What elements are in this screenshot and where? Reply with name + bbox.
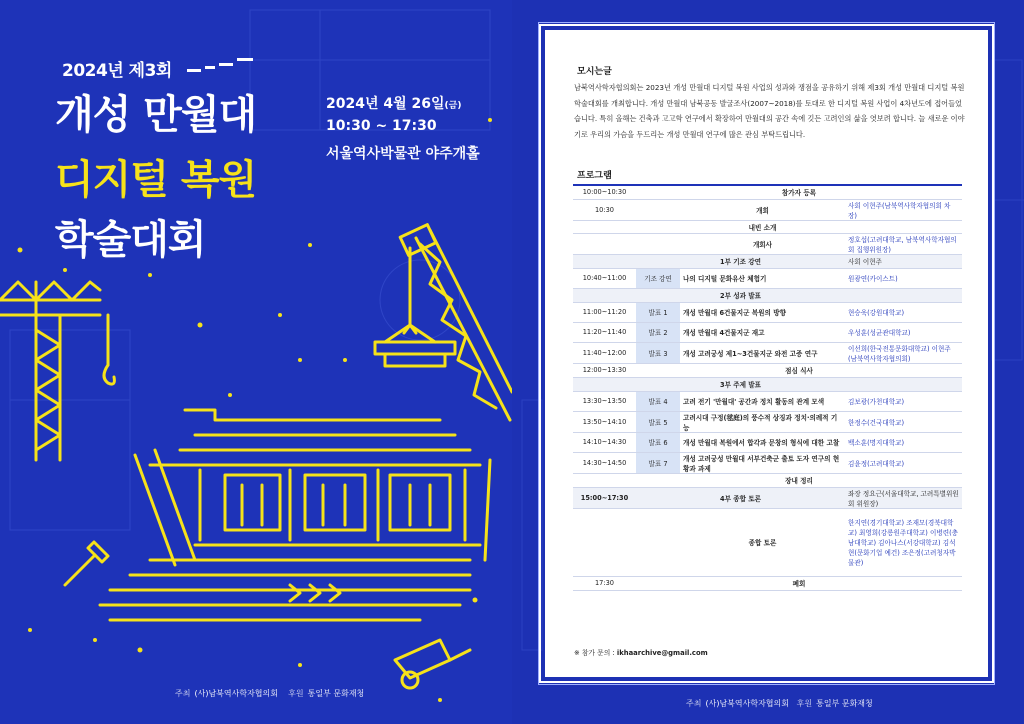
row-topic: 개성 만월대 복원에서 합각과 문창의 형식에 대한 고찰 bbox=[680, 432, 845, 452]
row-time: 12:00~13:30 bbox=[573, 363, 636, 377]
wheelbarrow-icon bbox=[395, 640, 470, 688]
row-kind: 발표 2 bbox=[636, 322, 680, 342]
row-time: 14:10~14:30 bbox=[573, 432, 636, 452]
row-time bbox=[573, 220, 636, 233]
row-kind bbox=[636, 199, 680, 220]
event-weekday: (금) bbox=[444, 101, 462, 111]
event-date-text: 2024년 4월 26일 bbox=[326, 96, 445, 112]
row-kind: 발표 6 bbox=[636, 432, 680, 452]
program-table bbox=[573, 184, 962, 591]
edition-dash-decoration bbox=[187, 58, 253, 72]
row-topic: 개성 고려궁성 제1~3건물지군 와전 고증 연구 bbox=[680, 342, 845, 363]
row-person: 김보광(가천대학교) bbox=[845, 391, 962, 411]
program-row bbox=[573, 432, 962, 452]
program-row bbox=[573, 487, 962, 508]
row-kind bbox=[636, 508, 680, 576]
row-person: 한지연(경기대학교) 조재모(경북대학교) 최영희(강릉원주대학교) 이병련(충남대학교) 김아나스(서강대학교) 김석현(문화기업 예건) 조은정(고려청자박물관) bbox=[845, 508, 962, 576]
row-topic: 개회 bbox=[680, 199, 845, 220]
row-time: 11:40~12:00 bbox=[573, 342, 636, 363]
host-name-2: (사)남북역사학자협의회 bbox=[705, 699, 789, 708]
sponsor-name-2: 통일부 문화재청 bbox=[816, 699, 873, 708]
row-time bbox=[573, 254, 636, 268]
row-person: 백소훈(명지대학교) bbox=[845, 432, 962, 452]
row-kind bbox=[636, 220, 680, 233]
program-row bbox=[573, 322, 962, 342]
row-topic: 개성 만월대 4건물지군 재고 bbox=[680, 322, 845, 342]
event-time: 10:30 ~ 17:30 bbox=[326, 118, 437, 134]
row-topic: 고려 전기 '만월대' 공간과 정치 활동의 관계 모색 bbox=[680, 391, 845, 411]
row-topic: 개회사 bbox=[680, 233, 845, 254]
row-person: 현승욱(강원대학교) bbox=[845, 302, 962, 322]
host-name: (사)남북역사학자협의회 bbox=[194, 689, 278, 698]
program-row bbox=[573, 391, 962, 411]
hammer-icon bbox=[65, 542, 108, 585]
sponsor-label: 후원 bbox=[288, 689, 304, 698]
row-text: 참가자 등록 bbox=[636, 185, 962, 199]
row-time bbox=[573, 233, 636, 254]
row-time: 14:30~14:50 bbox=[573, 452, 636, 473]
row-time bbox=[573, 377, 636, 391]
row-person: 이선희(한국전통문화대학교) 이현주(남북역사학자협의회) bbox=[845, 342, 962, 363]
contact-label: ※ 참가 문의 : bbox=[574, 649, 615, 657]
session-title: 1부 기조 강연 bbox=[636, 254, 845, 268]
program-row bbox=[573, 220, 962, 233]
greeting-body: 남북역사학자협의회는 2023년 개성 만월대 디지털 복원 사업의 성과와 쟁점을 공유하기 위해 제3회 개성 만월대 디지털 복원 학술대회를 개최합니다. 개성 만월대 남북공동 발굴조사(2007~2018)를 토대로 한 디지털 복원 사업이 4차년도에 접어들었습니다. 특히 올해는 건축과 고고학 연구에서 확장하여 만월대의 공간 속에 깃든 고려인의 삶을 엿보려 합니다. 늘 새로운 이야기로 우리의 가슴을 두드리는 개성 만월대 연구에 많은 관심 부탁드립니다. bbox=[574, 83, 965, 139]
row-person bbox=[845, 377, 962, 391]
program-row bbox=[573, 452, 962, 473]
row-time: 10:30 bbox=[573, 199, 636, 220]
sponsor-label-2: 후원 bbox=[796, 699, 813, 708]
row-topic: 개성 만월대 6건물지군 복원의 방향 bbox=[680, 302, 845, 322]
row-person bbox=[845, 288, 962, 302]
row-kind bbox=[636, 233, 680, 254]
host-label: 주최 bbox=[175, 689, 191, 698]
session-title: 3부 주제 발표 bbox=[636, 377, 845, 391]
program-row bbox=[573, 233, 962, 254]
row-topic: 내빈 소개 bbox=[680, 220, 845, 233]
building-bays bbox=[225, 475, 450, 530]
event-venue: 서울역사박물관 야주개홀 bbox=[326, 146, 480, 162]
row-topic: 종합 토론 bbox=[680, 508, 845, 576]
program-row bbox=[573, 576, 962, 590]
row-kind: 발표 4 bbox=[636, 391, 680, 411]
row-person: 좌장 정요근(서울대학교, 고려특별위원회 위원장) bbox=[845, 487, 962, 508]
title-line-3: 학술대회 bbox=[55, 217, 206, 263]
title-line-1: 개성 만월대 bbox=[55, 92, 257, 138]
row-time: 10:40~11:00 bbox=[573, 268, 636, 288]
row-time: 13:50~14:10 bbox=[573, 411, 636, 432]
row-kind: 발표 1 bbox=[636, 302, 680, 322]
row-kind: 발표 7 bbox=[636, 452, 680, 473]
contact-email[interactable]: ikhaarchive@gmail.com bbox=[616, 649, 708, 657]
session-title: 2부 성과 발표 bbox=[636, 288, 845, 302]
program-row bbox=[573, 363, 962, 377]
program-row bbox=[573, 411, 962, 432]
blueprint-lines bbox=[10, 10, 490, 530]
row-time: 11:20~11:40 bbox=[573, 322, 636, 342]
row-time: 13:30~13:50 bbox=[573, 391, 636, 411]
row-person: 김윤정(고려대학교) bbox=[845, 452, 962, 473]
star-dots bbox=[18, 118, 493, 702]
greeting-title: 모시는글 bbox=[577, 67, 612, 77]
row-person: 사회 이현주(남북역사학자협의회 차장) bbox=[845, 199, 962, 220]
left-crane-icon bbox=[0, 282, 114, 460]
row-person: 정호섭(고려대학교, 남북역사학자협의회 집행위원장) bbox=[845, 233, 962, 254]
row-person bbox=[845, 220, 962, 233]
host-label-2: 주최 bbox=[686, 699, 702, 708]
row-text: 장내 정리 bbox=[636, 473, 962, 487]
program-row bbox=[573, 377, 962, 391]
program-row bbox=[573, 268, 962, 288]
program-footer bbox=[686, 698, 873, 709]
session-title: 4부 종합 토론 bbox=[636, 487, 845, 508]
row-topic: 개성 고려궁성 만월대 서부건축군 출토 도자 연구의 현황과 과제 bbox=[680, 452, 845, 473]
row-topic: 나의 디지털 문화유산 체험기 bbox=[680, 268, 845, 288]
row-kind: 발표 3 bbox=[636, 342, 680, 363]
right-crane-icon bbox=[375, 225, 512, 420]
program-title: 프로그램 bbox=[577, 171, 612, 181]
poster-footer bbox=[175, 688, 364, 699]
program-row bbox=[573, 288, 962, 302]
row-kind: 발표 5 bbox=[636, 411, 680, 432]
row-text: 폐회 bbox=[636, 576, 962, 590]
row-text: 점심 식사 bbox=[636, 363, 962, 377]
event-date bbox=[326, 93, 461, 113]
contact-info bbox=[574, 647, 708, 657]
row-time: 10:00~10:30 bbox=[573, 185, 636, 199]
title-line-2: 디지털 복원 bbox=[55, 157, 257, 203]
sponsor-name: 통일부 문화재청 bbox=[307, 689, 365, 698]
row-kind: 기조 강연 bbox=[636, 268, 680, 288]
program-row bbox=[573, 342, 962, 363]
row-person: 원광연(카이스트) bbox=[845, 268, 962, 288]
row-person: 한정수(건국대학교) bbox=[845, 411, 962, 432]
program-row bbox=[573, 508, 962, 576]
program-row bbox=[573, 185, 962, 199]
edition-label: 2024년 제3회 bbox=[62, 61, 172, 81]
program-row bbox=[573, 473, 962, 487]
row-time bbox=[573, 288, 636, 302]
row-time: 17:30 bbox=[573, 576, 636, 590]
row-time bbox=[573, 473, 636, 487]
program-row bbox=[573, 199, 962, 220]
row-topic: 고려시대 구정(毬庭)의 풍수적 상징과 정치·의례적 기능 bbox=[680, 411, 845, 432]
program-row bbox=[573, 302, 962, 322]
program-row bbox=[573, 254, 962, 268]
row-time: 11:00~11:20 bbox=[573, 302, 636, 322]
row-person: 우성훈(성균관대학교) bbox=[845, 322, 962, 342]
row-time: 15:00~17:30 bbox=[573, 487, 636, 508]
row-person: 사회 이현주 bbox=[845, 254, 962, 268]
palace-building-icon bbox=[100, 410, 490, 620]
row-time bbox=[573, 508, 636, 576]
